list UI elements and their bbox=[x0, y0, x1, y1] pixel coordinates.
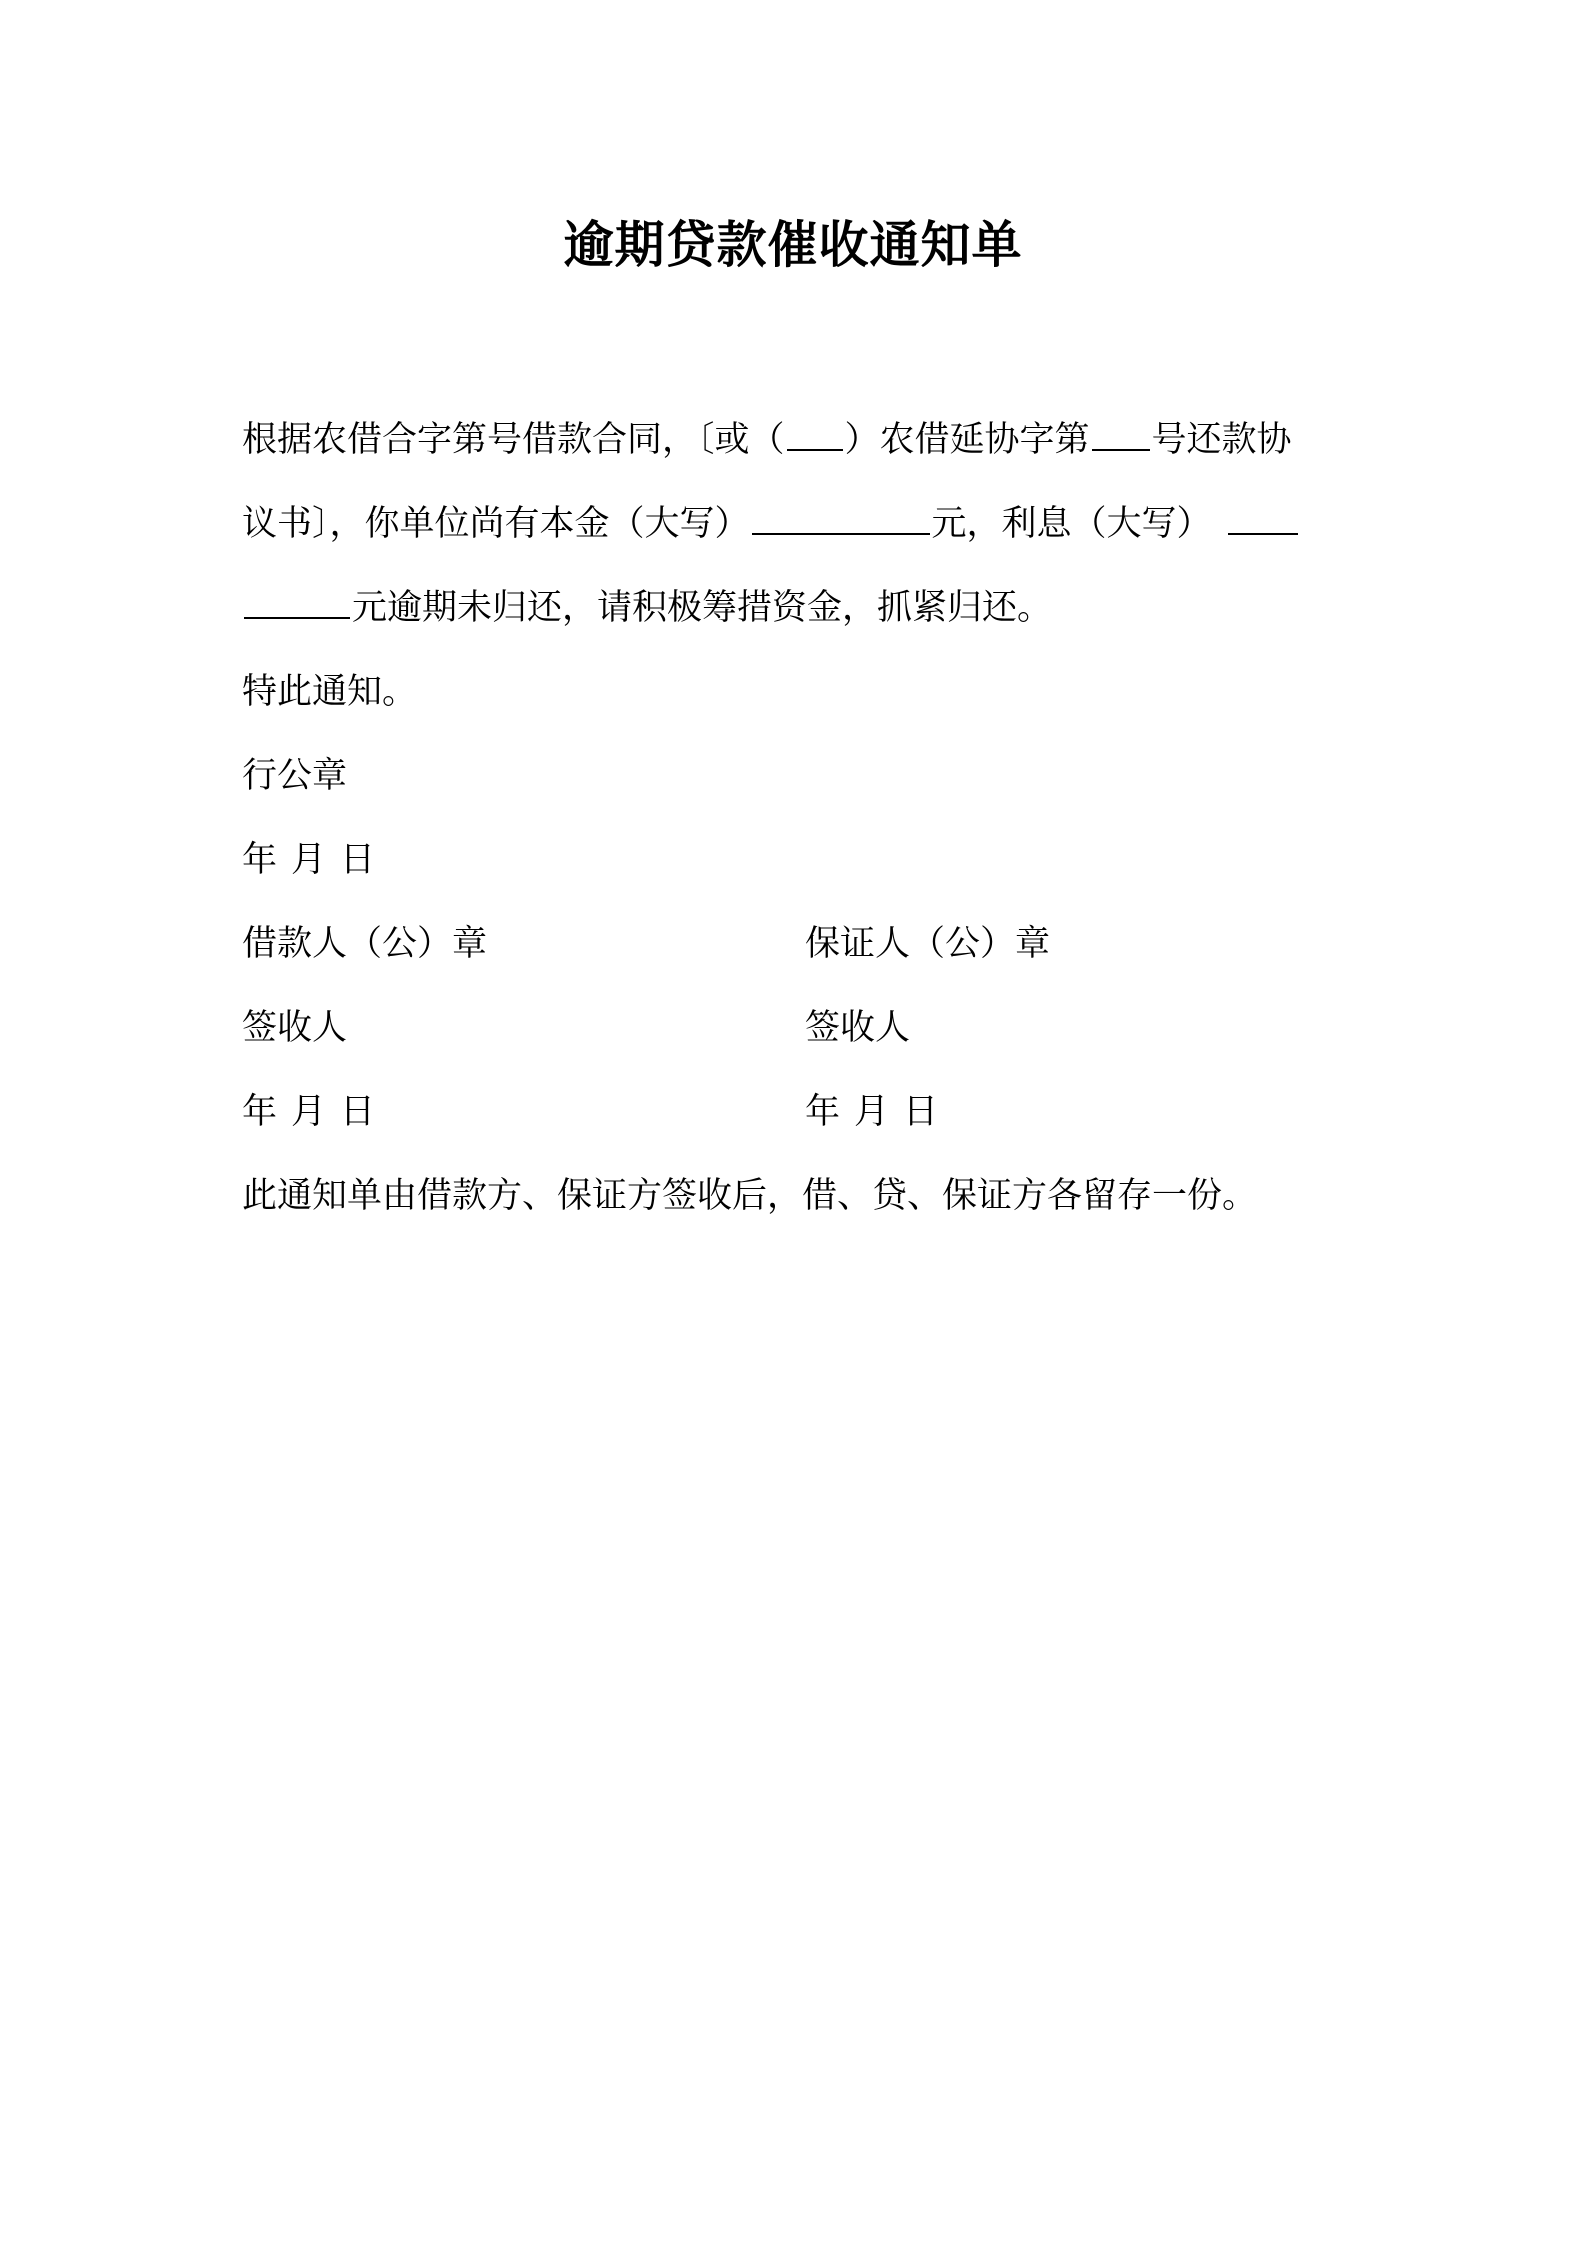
day-label: 日 bbox=[340, 840, 376, 880]
year-label: 年 bbox=[805, 1092, 841, 1132]
body-line-2 bbox=[242, 499, 1300, 549]
body-text: 号还款协 bbox=[1151, 420, 1292, 460]
blank-underline bbox=[752, 503, 930, 535]
body-text: 元，利息（大写） bbox=[931, 504, 1212, 544]
body-text: 根据农借合字第号借款合同，〔或（ bbox=[242, 420, 785, 460]
body-text: 议书〕，你单位尚有本金（大写） bbox=[242, 504, 750, 544]
month-label: 月 bbox=[291, 1092, 327, 1132]
footer-note: 此通知单由借款方、保证方签收后，借、贷、保证方各留存一份。 bbox=[242, 1176, 1258, 1216]
body-text: ）农借延协字第 bbox=[844, 420, 1090, 460]
notice-text: 特此通知。 bbox=[242, 672, 418, 712]
month-label: 月 bbox=[291, 840, 327, 880]
borrower-receiver-label: 签收人 bbox=[242, 1008, 348, 1048]
page-title: 逾期贷款催收通知单 bbox=[563, 216, 1023, 274]
blank-underline bbox=[1228, 503, 1298, 535]
borrower-date-line bbox=[242, 1087, 375, 1137]
date-line bbox=[242, 835, 375, 885]
year-label: 年 bbox=[242, 840, 278, 880]
borrower-seal-label: 借款人（公）章 bbox=[242, 924, 488, 964]
day-label: 日 bbox=[340, 1092, 376, 1132]
month-label: 月 bbox=[854, 1092, 890, 1132]
blank-underline bbox=[1092, 419, 1150, 451]
year-label: 年 bbox=[242, 1092, 278, 1132]
blank-underline bbox=[787, 419, 843, 451]
body-line-3 bbox=[242, 583, 1052, 633]
guarantor-receiver-label: 签收人 bbox=[805, 1008, 911, 1048]
body-line-1 bbox=[242, 415, 1292, 465]
guarantor-seal-label: 保证人（公）章 bbox=[805, 924, 1051, 964]
bank-seal-label: 行公章 bbox=[242, 756, 348, 796]
body-text: 元逾期未归还，请积极筹措资金，抓紧归还。 bbox=[352, 588, 1053, 628]
guarantor-date-line bbox=[805, 1087, 938, 1137]
day-label: 日 bbox=[903, 1092, 939, 1132]
blank-underline bbox=[244, 587, 350, 619]
